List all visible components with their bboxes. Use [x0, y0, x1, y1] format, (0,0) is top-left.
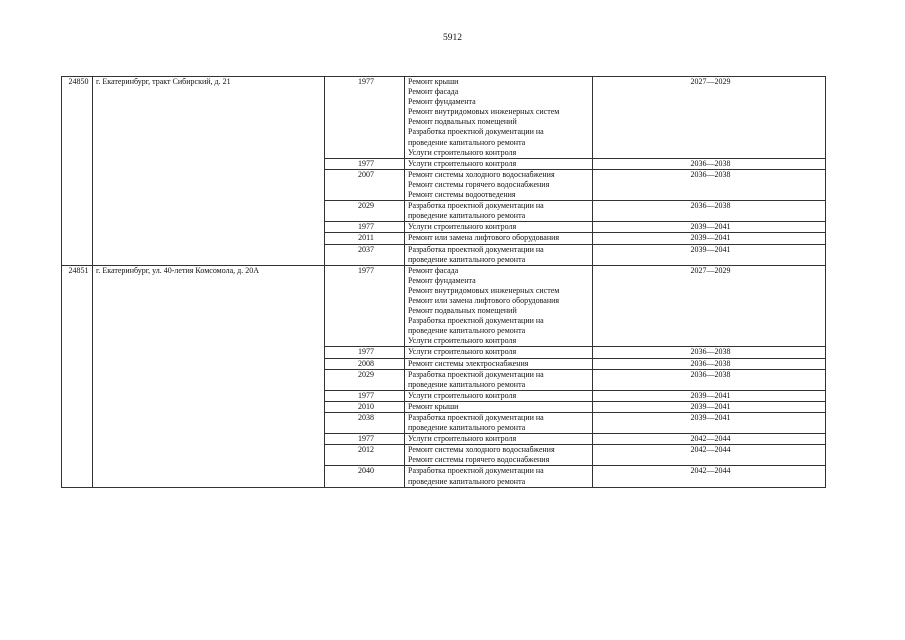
work-type: Разработка проектной документации на	[408, 244, 544, 254]
year-cell: 1977	[325, 265, 405, 347]
work-type: Разработка проектной документации на	[408, 369, 544, 379]
repair-schedule-table	[61, 76, 826, 488]
period-cell: 2042—2044	[593, 434, 826, 445]
work-types-cell	[405, 265, 593, 347]
work-type: Ремонт фасада	[408, 265, 459, 275]
period-cell: 2042—2044	[593, 466, 826, 487]
year-cell: 1977	[325, 434, 405, 445]
work-type: Услуги строительного контроля	[408, 222, 517, 232]
period-cell: 2042—2044	[593, 445, 826, 466]
work-types-cell	[405, 77, 593, 159]
work-types-cell	[405, 390, 593, 401]
period-cell: 2039—2041	[593, 413, 826, 434]
year-cell: 2010	[325, 401, 405, 412]
work-type: Разработка проектной документации на	[408, 316, 544, 326]
work-type: Ремонт системы холодного водоснабжения	[408, 169, 555, 179]
work-type: Услуги строительного контроля	[408, 390, 517, 400]
year-cell: 2038	[325, 413, 405, 434]
year-cell: 1977	[325, 347, 405, 358]
period-cell: 2039—2041	[593, 233, 826, 244]
work-type: Разработка проектной документации на	[408, 127, 544, 137]
period-cell: 2036—2038	[593, 347, 826, 358]
work-type: Услуги строительного контроля	[408, 434, 517, 444]
work-types-cell	[405, 169, 593, 200]
work-type: Услуги строительного контроля	[408, 347, 517, 357]
repair-schedule-body	[62, 77, 826, 488]
work-type: Разработка проектной документации на	[408, 201, 544, 211]
period-cell: 2036—2038	[593, 358, 826, 369]
year-cell: 1977	[325, 77, 405, 159]
work-type: Ремонт внутридомовых инженерных систем	[408, 107, 560, 117]
table-row	[62, 77, 826, 159]
work-types-cell	[405, 233, 593, 244]
period-cell: 2036—2038	[593, 158, 826, 169]
work-type: Ремонт системы горячего водоснабжения	[408, 455, 550, 465]
work-type: Разработка проектной документации на	[408, 413, 544, 422]
year-cell: 2008	[325, 358, 405, 369]
work-types-cell	[405, 445, 593, 466]
year-cell: 1977	[325, 222, 405, 233]
period-cell: 2039—2041	[593, 222, 826, 233]
work-type: проведение капитального ремонта	[408, 476, 526, 486]
work-type: Ремонт системы холодного водоснабжения	[408, 445, 555, 455]
work-types-cell	[405, 201, 593, 222]
work-type: Ремонт системы электроснабжения	[408, 358, 529, 368]
work-type: Услуги строительного контроля	[408, 336, 517, 346]
period-cell: 2036—2038	[593, 169, 826, 200]
work-type: проведение капитального ремонта	[408, 423, 526, 433]
period-cell: 2027—2029	[593, 265, 826, 347]
work-type: Ремонт крыши	[408, 401, 459, 411]
work-type: Ремонт системы водоотведения	[408, 190, 516, 200]
work-type: Ремонт крыши	[408, 77, 459, 86]
work-type: проведение капитального ремонта	[408, 379, 526, 389]
table-row	[62, 265, 826, 347]
work-type: проведение капитального ремонта	[408, 137, 526, 147]
work-type: Услуги строительного контроля	[408, 158, 517, 168]
work-type: проведение капитального ремонта	[408, 326, 526, 336]
work-type: Ремонт внутридомовых инженерных систем	[408, 285, 560, 295]
year-cell: 2011	[325, 233, 405, 244]
work-type: Ремонт подвальных помещений	[408, 306, 517, 316]
work-types-cell	[405, 369, 593, 390]
page-number: 5912	[443, 33, 462, 43]
work-types-cell	[405, 413, 593, 434]
work-type: проведение капитального ремонта	[408, 254, 526, 264]
year-cell: 2029	[325, 369, 405, 390]
work-types-cell	[405, 158, 593, 169]
work-type: Услуги строительного контроля	[408, 147, 517, 157]
work-type: Ремонт или замена лифтового оборудования	[408, 233, 560, 243]
object-code: 24850	[62, 77, 93, 266]
period-cell: 2027—2029	[593, 77, 826, 159]
period-cell: 2039—2041	[593, 401, 826, 412]
year-cell: 2012	[325, 445, 405, 466]
work-type: Ремонт фасада	[408, 87, 459, 97]
work-types-cell	[405, 466, 593, 487]
work-types-cell	[405, 244, 593, 265]
work-type: Ремонт фундамента	[408, 275, 476, 285]
work-type: Ремонт системы горячего водоснабжения	[408, 179, 550, 189]
work-type: Разработка проектной документации на	[408, 466, 544, 476]
work-types-cell	[405, 347, 593, 358]
period-cell: 2039—2041	[593, 244, 826, 265]
work-types-cell	[405, 358, 593, 369]
period-cell: 2036—2038	[593, 369, 826, 390]
object-address: г. Екатеринбург, тракт Сибирский, д. 21	[93, 77, 325, 266]
work-type: Ремонт или замена лифтового оборудования	[408, 295, 560, 305]
object-code: 24851	[62, 265, 93, 487]
work-types-cell	[405, 401, 593, 412]
year-cell: 1977	[325, 158, 405, 169]
year-cell: 2029	[325, 201, 405, 222]
work-types-cell	[405, 434, 593, 445]
period-cell: 2036—2038	[593, 201, 826, 222]
year-cell: 2007	[325, 169, 405, 200]
year-cell: 1977	[325, 390, 405, 401]
work-type: Ремонт подвальных помещений	[408, 117, 517, 127]
year-cell: 2040	[325, 466, 405, 487]
work-types-cell	[405, 222, 593, 233]
work-type: проведение капитального ремонта	[408, 211, 526, 221]
period-cell: 2039—2041	[593, 390, 826, 401]
object-address: г. Екатеринбург, ул. 40-летия Комсомола, д. 20А	[93, 265, 325, 487]
year-cell: 2037	[325, 244, 405, 265]
work-type: Ремонт фундамента	[408, 97, 476, 107]
